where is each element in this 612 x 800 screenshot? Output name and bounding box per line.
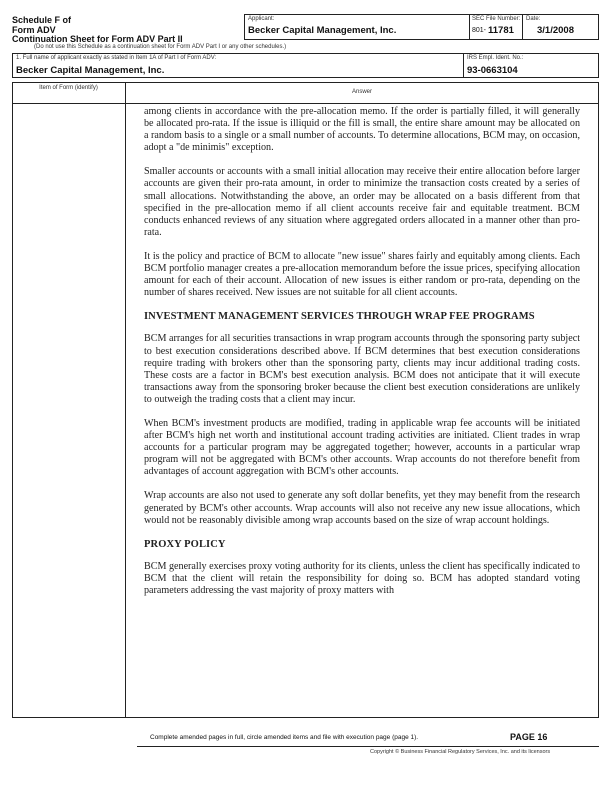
paragraph: among clients in accordance with the pre-allocation memo. If the order is partially filled, it will generally be allocated pro-rata. If the issue is illiquid or the fill is small, the entire share amount may be allocated on a random basis to a single or a small number of accounts. To determine allocations, BCM may, on occasion, adopt a "de minimis" exception. [144,106,580,154]
table-column-divider [125,82,126,718]
paragraph: BCM generally exercises proxy voting authority for its clients, unless the client has specifically indicated to BCM that the client will retain the responsibility for doing so. BCM has adopted standard voting parameters addressing the vast majority of proxy matters with [144,560,580,596]
paragraph: Smaller accounts or accounts with a small initial allocation may receive their entire allocation before larger accounts are given their pro-rata amount, in order to minimize the transaction costs created by a series of small allocations. Notwithstanding the above, an order may be allocated on a basis different from that specified in the pre-allocation memo if all client accounts receive fair and equitable treatment. BCM conducts enhanced reviews of any situation where aggregated orders allocated in a manner other than pro-rata. [144,166,580,238]
irs-box [463,53,599,78]
fullname-value: Becker Capital Management, Inc. [16,65,165,76]
fullname-label: 1. Full name of applicant exactly as stated in Item 1A of Part I of Form ADV: [16,55,217,61]
footer-instruction: Complete amended pages in full, circle amended items and file with execution page (page 1). [150,734,419,741]
paragraph: BCM arranges for all securities transactions in wrap program accounts through the sponsoring party subject to best execution considerations described above. If BCM determines that best execution considerations require trading with brokers other than the sponsoring party, clients may incur additional trading costs. These costs are a factor in BCM's best execution analysis. BCM does not anticipate that it will execute transactions away from the sponsoring broker because the client best execution considerations are unlikely to outweigh the trading costs that a client may incur. [144,333,580,405]
answer-column-header: Answer [351,89,372,95]
applicant-label: Applicant: [248,16,275,22]
schedule-title-line1: Schedule F of [12,15,72,25]
sec-file-label: SEC File Number: [472,16,521,22]
schedule-title-line2: Form ADV [12,24,56,35]
schedule-title [12,16,183,45]
date-box [522,14,599,40]
fullname-box [12,53,464,78]
schedule-title-line3: Continuation Sheet for Form ADV Part II [12,34,183,44]
section-heading-wrap-fee: INVESTMENT MANAGEMENT SERVICES THROUGH WRAP FEE PROGRAMS [144,311,535,323]
applicant-box [244,14,470,40]
irs-value: 93-0663104 [467,65,518,76]
item-column-header: Item of Form (identify) [39,85,98,91]
page-number: PAGE 16 [510,732,548,742]
answer-body [144,106,580,714]
paragraph: It is the policy and practice of BCM to allocate "new issue" shares fairly and equitably among clients. Each BCM portfolio manager creates a pre-allocation memorandum before the issue prices, specifying allocation amount for each of their account. Allocation of new issues is either random or pro-rata, depending on the number of shares received. New issues are not suitable for all client accounts. [144,250,580,299]
footer-rule [137,746,599,747]
paragraph: Wrap accounts are also not used to generate any soft dollar benefits, yet they may benefit from the research generated by BCM's other accounts. Wrap accounts will also not receive any new issue allocations, which would not be reasonably divisible among wrap accounts based on the size of wrap account holdings. [144,490,580,526]
date-value: 3/1/2008 [537,25,574,36]
paragraph: When BCM's investment products are modified, trading in applicable wrap fee accounts will be initiated after BCM's high net worth and institutional account trading activities are initiated. Client trades in wrap accounts for a particular program may be aggregated together; however, accounts in a particular wrap program will not be aggregated with BCM's other accounts. Wrap accounts do not therefore benefit from advantages of account aggregation with BCM's other accounts. [144,417,580,478]
table-header-divider [12,103,599,104]
copyright-notice: Copyright © Business Financial Regulatory Services, Inc. and its licensors [370,749,551,755]
sec-file-box [469,14,523,40]
usage-note: (Do not use this Schedule as a continuation sheet for Form ADV Part I or any other schedules.) [34,44,287,50]
irs-label: IRS Empl. Ident. No.: [467,55,524,61]
applicant-name: Becker Capital Management, Inc. [248,25,397,36]
section-heading-proxy-policy: PROXY POLICY [144,538,226,550]
sec-file-number: 11781 [488,25,514,36]
sec-file-prefix: 801- [472,27,487,34]
date-label: Date: [526,16,541,22]
